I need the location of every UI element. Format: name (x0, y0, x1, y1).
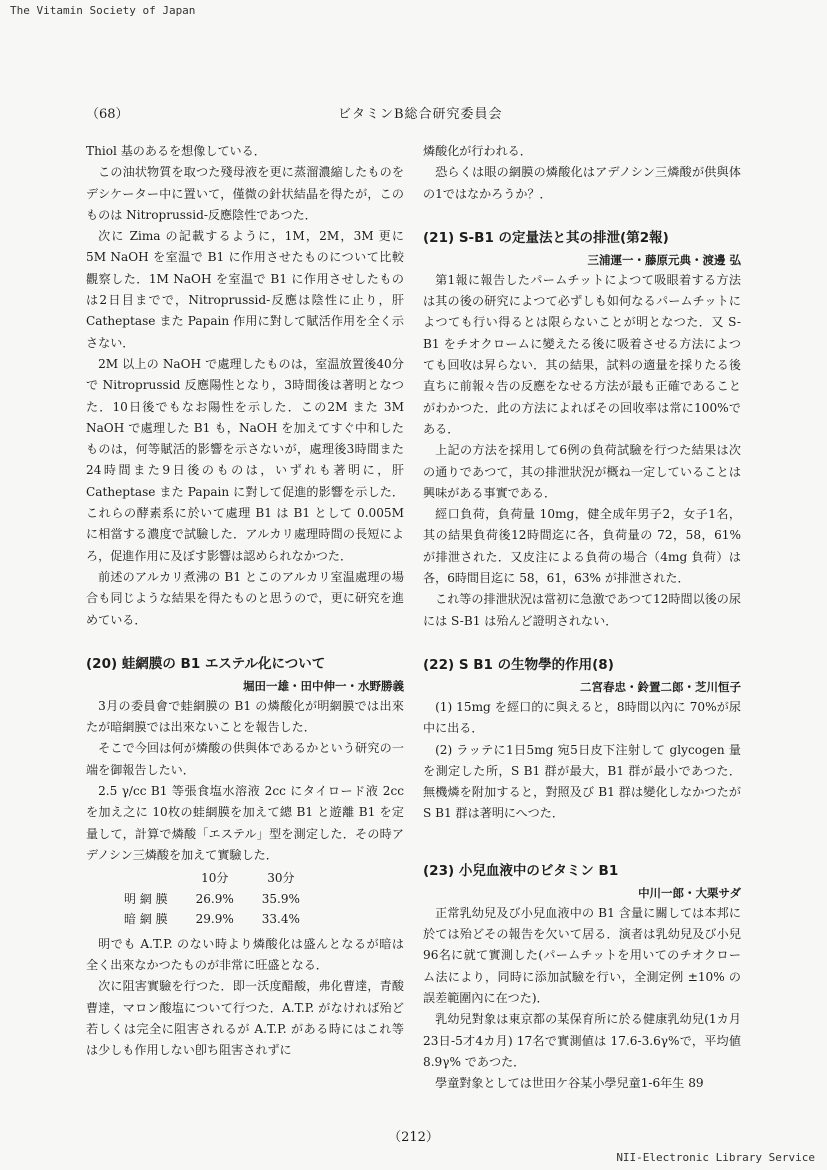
paragraph: 前述のアルカリ煮沸の B1 とこのアルカリ室温處理の場合も同じような結果を得たものと思うので，更に研究を進めている． (86, 569, 404, 627)
paragraph: 第1報に報告したパームチットによつて吸眼着する方法は其の後の研究によつて必ずしも如何なるパームチットによつても行い得るとは限らないことが明となつた．又 S-B1 をチオクロームに變えたる後に吸着させる方法によつても回收は昇らない．其の結果，試料の適量を採りたる後直ちに前報々告の反應をなせる方法が最も正確であることがわかつた．此の方法によればその回收率は常に100%である． (423, 272, 741, 436)
section-23-heading (423, 859, 741, 903)
table-cell: 29.9% (195, 912, 234, 927)
paragraph: 正常乳幼兒及び小兒血液中の B1 含量に關しては本邦に於ては殆どその報告を欠いて居る．演者は乳幼兒及び小兒96名に就て實測した(パームチットを用いてのチオクローム法により，同時に添加試驗を行い，全測定例 ±10% の誤差範圍內に在つた)． (423, 905, 741, 1005)
left-column (86, 141, 404, 1061)
paragraph: 經口負荷，負荷量 10mg，健全成年男子2，女子1名，其の結果負荷後12時間迄に各，負荷量の 72，58，61%が排泄された．又皮注による負荷の場合（4mg 負荷）は各，6時間目迄に 58，61，63% が排泄された． (423, 507, 741, 586)
paragraph: (2) ラッテに1日5mg 宛5日皮下注射して glycogen 量を測定した所，S B1 群が最大，B1 群が最小であつた．無機燐を附加すると，對照及び B1 群は變化しなかつたが S B1 群は著明にへつた． (423, 742, 741, 821)
paragraph: Thiol 基のあるを想像している． (86, 144, 266, 158)
paragraph: 燐酸化が行われる． (423, 144, 532, 158)
source-header: The Vitamin Society of Japan (10, 4, 196, 17)
paragraph: 明でも A.T.P. のない時より燐酸化は盛んとなるが暗は全く出來なかつたものが非常に旺盛となる． (86, 936, 404, 972)
paragraph: そこで今回は何が燐酸の供與体であるかという研究の一端を御報告したい． (86, 741, 404, 777)
section-22-heading (423, 653, 741, 697)
paragraph: 上記の方法を採用して6例の負荷試驗を行つた結果は次の通りであつて，其の排泄狀況が概ね一定していることは興味がある事實である． (423, 443, 741, 500)
page-footer-number: （212） (388, 1130, 439, 1145)
section-authors: 三浦運一・藤原元典・渡邊 弘 (587, 252, 741, 267)
results-table (110, 868, 314, 930)
paragraph: 學童對象としては世田ケ谷某小學兒童1-6年生 89 (435, 1076, 704, 1091)
paragraph: これ等の排泄狀況は當初に急激であつて12時間以後の尿には S-B1 は殆んど證明されない． (423, 592, 741, 628)
section-title: (20) 蛙網膜の B1 エステル化について (86, 655, 326, 672)
service-footer: NII-Electronic Library Service (616, 1151, 815, 1164)
journal-title: ビタミンB総合研究委員会 (338, 107, 503, 122)
paragraph: この油状物質を取つた殘母液を更に蒸溜濃縮したものをデシケーター中に置いて，僅微の針状結晶を得たが，このものは Nitroprussid-反應陰性であつた． (86, 165, 404, 222)
paragraph: 次に阻害實驗を行つた．即一沃度醋酸，弗化曹達，青酸曹達，マロン酸塩について行つた．A.T.P. がなければ殆ど若しくは完全に阻害されるが A.T.P. がある時にはこれ等は少しも作用しない卽ち阻害されずに (86, 979, 404, 1058)
paragraph: 次に Zima の記載するように，1M，2M，3M 更に 5M NaOH を室温で B1 に作用させたものについて比較觀察した．1M NaOH を室温で B1 に作用させしたものは2日目までで，Nitroprussid-反應は陰性に止り，肝 Catheptase また Papain 作用に對して賦活作用を全く示さない． (86, 229, 404, 350)
paragraph: 乳幼兒對象は東京都の某保育所に於る健康乳幼兒(1カ月23日-5才4カ月) 17名で實測値は 17.6-3.6γ%で，平均値 8.9γ% であつた． (423, 1012, 741, 1069)
table-header-cell (110, 868, 182, 889)
section-title: (22) S B1 の生物學的作用(8) (423, 656, 614, 673)
table-cell: 33.4% (261, 912, 300, 927)
paragraph: (1) 15mg を經口的に與えると，8時間以內に 70%が尿中に出る． (423, 699, 741, 736)
paragraph: 2.5 γ/cc B1 等張食塩水溶液 2cc にタイロード液 2cc を加え之に 10枚の蛙網膜を加えて總 B1 と遊離 B1 を定量して，計算で燐酸「エステル」型を測定した．その時アデノシン三燐酸を加えて實驗した． (86, 784, 404, 862)
table-cell: 26.9% (195, 891, 234, 906)
table-cell: 暗 網 膜 (124, 912, 168, 927)
table-header-cell: 10分 (201, 871, 229, 886)
paragraph: 2M 以上の NaOH で處理したものは，室温放置後40分で Nitroprussid 反應陽性となり，3時間後は著明となつた．10日後でもなお陽性を示した．この2M また 3M NaOH で處理した B1 も，NaOH を加えてすぐ中和したものは，何等賦活的影響を示さないが，處理後3時間また24時間また9日後のものは，いずれも著明に，肝 Catheptase また Papain に對して促進的影響を示した．これらの酵素系に於いて處理 B1 は B1 として 0.005M に相當する濃度で試驗した．アルカリ處理時間の長短によろ，促進作用に及ぼす影響は認められなかつた． (86, 356, 404, 563)
section-title: (23) 小兒血液中のビタミン B1 (423, 862, 619, 879)
table-header-row (110, 868, 314, 889)
table-cell: 明 網 膜 (124, 891, 168, 906)
section-20-heading (86, 652, 404, 696)
section-authors: 二宮春忠・鈴置二郎・芝川恒子 (580, 679, 741, 694)
section-21-heading (423, 226, 741, 270)
section-authors: 中川一郎・大栗サダ (638, 885, 741, 900)
page-number: （68） (86, 107, 129, 122)
table-cell: 35.9% (261, 891, 300, 906)
paragraph: 3月の委員會で蛙網膜の B1 の燐酸化が明網膜では出來たが暗網膜では出來ないことを報告した． (86, 698, 404, 735)
paragraph: 恐らくは眼の網膜の燐酸化はアデノシン三燐酸が供與体の1ではなかろうか？． (423, 165, 741, 201)
table-row (110, 909, 314, 930)
table-row (110, 889, 314, 910)
section-title: (21) S-B1 の定量法と其の排泄(第2報) (423, 229, 669, 246)
right-column (423, 141, 741, 1094)
section-authors: 堀田一雄・田中伸一・水野勝義 (243, 678, 404, 693)
table-header-cell: 30分 (267, 871, 295, 886)
